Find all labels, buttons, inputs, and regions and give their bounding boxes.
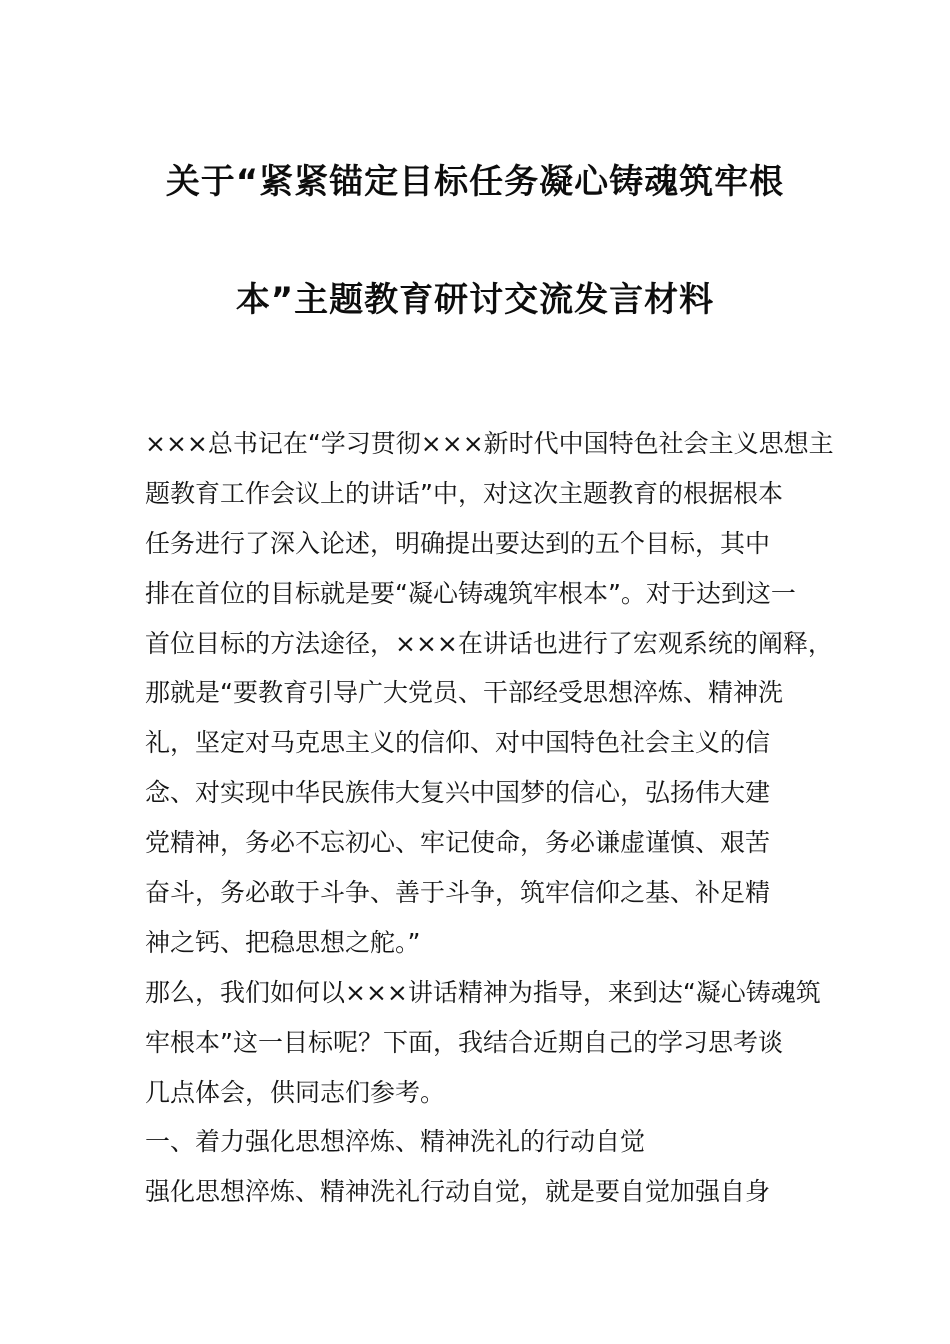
body-line: 那就是“要教育引导广大党员、干部经受思想淬炼、精神洗	[145, 678, 783, 708]
body-line: 念、对实现中华民族伟大复兴中国梦的信心，弘扬伟大建	[145, 778, 771, 808]
body-line: 任务进行了深入论述，明确提出要达到的五个目标，其中	[145, 528, 771, 558]
body-line: 礼，坚定对马克思主义的信仰、对中国特色社会主义的信	[145, 728, 771, 758]
title-line-1: 关于“紧紧锚定目标任务凝心铸魂筑牢根	[165, 162, 785, 202]
body-line: 牢根本”这一目标呢？下面，我结合近期自己的学习思考谈	[145, 1027, 783, 1057]
body-text	[145, 419, 845, 1217]
body-line: 排在首位的目标就是要“凝心铸魂筑牢根本”。对于达到这一	[145, 578, 796, 608]
body-line: 几点体会，供同志们参考。	[145, 1077, 446, 1107]
body-line: 党精神，务必不忘初心、牢记使命，务必谦虚谨慎、艰苦	[145, 828, 771, 858]
section-heading: 一、着力强化思想淬炼、精神洗礼的行动自觉	[145, 1127, 646, 1157]
title-line-2: 本”主题教育研讨交流发言材料	[235, 280, 715, 320]
body-line: 奋斗，务必敢于斗争、善于斗争，筑牢信仰之基、补足精	[145, 878, 771, 908]
body-line: 神之钙、把稳思想之舵。”	[145, 927, 421, 957]
body-line: 题教育工作会议上的讲话”中，对这次主题教育的根据根本	[145, 478, 783, 508]
body-line: 首位目标的方法途径，×××在讲话也进行了宏观系统的阐释，	[145, 628, 833, 658]
body-line: ×××总书记在“学习贯彻×××新时代中国特色社会主义思想主	[145, 429, 834, 458]
body-line: 那么，我们如何以×××讲话精神为指导，来到达“凝心铸魂筑	[145, 977, 821, 1007]
body-line: 强化思想淬炼、精神洗礼行动自觉，就是要自觉加强自身	[145, 1177, 771, 1207]
